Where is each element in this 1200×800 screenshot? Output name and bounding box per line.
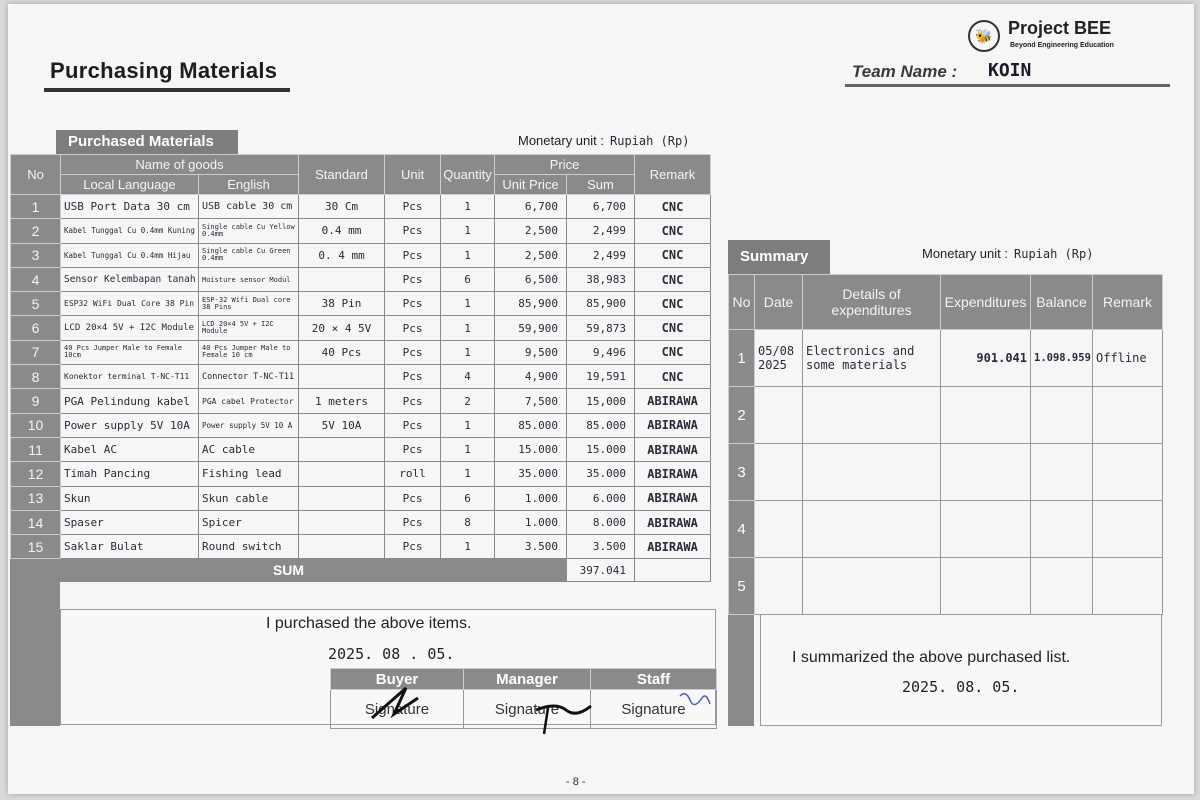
local-name-cell: Sensor Kelembapan tanah	[61, 267, 199, 291]
remark-cell: CNC	[635, 365, 711, 389]
unit-cell: Pcs	[385, 413, 441, 437]
summary-confirmation-box	[760, 614, 1162, 726]
team-name-label: Team Name :	[852, 62, 958, 81]
unit-cell: Pcs	[385, 389, 441, 413]
manager-signature-stroke	[544, 708, 548, 734]
standard-cell: 38 Pin	[299, 292, 385, 316]
staff-signature-mark	[676, 688, 716, 718]
unit-cell: Pcs	[385, 267, 441, 291]
english-name-cell: Single cable Cu Yellow 0.4mm	[199, 219, 299, 243]
summary-monetary-label: Monetary unit :	[922, 246, 1008, 261]
summary-expenditures-cell	[941, 387, 1031, 444]
quantity-cell: 1	[441, 219, 495, 243]
summary-expenditures-cell	[941, 444, 1031, 501]
quantity-cell: 1	[441, 535, 495, 559]
quantity-cell: 8	[441, 510, 495, 534]
table-row	[11, 413, 711, 437]
unit-price-cell: 1.000	[495, 510, 567, 534]
col-english: English	[199, 175, 299, 195]
local-name-cell: Skun	[61, 486, 199, 510]
sum-cell: 2,499	[567, 243, 635, 267]
summary-remark-cell	[1093, 558, 1163, 615]
summary-remark-cell: Offline	[1093, 330, 1163, 387]
unit-cell: Pcs	[385, 340, 441, 364]
table-row	[11, 340, 711, 364]
table-row	[11, 486, 711, 510]
summary-date-cell	[755, 501, 803, 558]
summary-row-no: 5	[729, 558, 755, 615]
row-no: 4	[11, 267, 61, 291]
english-name-cell: Power supply 5V 10 A	[199, 413, 299, 437]
summary-col-balance: Balance	[1031, 275, 1093, 330]
unit-price-cell: 4,900	[495, 365, 567, 389]
summary-details-cell	[803, 558, 941, 615]
handwritten-signatures	[366, 668, 596, 738]
summary-details-cell	[803, 387, 941, 444]
table-row	[11, 535, 711, 559]
remark-cell: CNC	[635, 267, 711, 291]
remark-cell: ABIRAWA	[635, 413, 711, 437]
table-row	[729, 501, 1163, 558]
table-row	[11, 510, 711, 534]
quantity-cell: 1	[441, 413, 495, 437]
summary-row-no: 3	[729, 444, 755, 501]
unit-cell: roll	[385, 462, 441, 486]
english-name-cell: Moisture sensor Modul	[199, 267, 299, 291]
local-name-cell: Kabel Tunggal Cu 0.4mm Kuning	[61, 219, 199, 243]
unit-cell: Pcs	[385, 486, 441, 510]
unit-price-cell: 85.000	[495, 413, 567, 437]
col-name-of-goods: Name of goods	[61, 155, 299, 175]
sum-cell: 2,499	[567, 219, 635, 243]
summary-col-date: Date	[755, 275, 803, 330]
sum-cell: 85.000	[567, 413, 635, 437]
row-no: 7	[11, 340, 61, 364]
table-row	[11, 389, 711, 413]
standard-cell	[299, 462, 385, 486]
summary-section-header: Summary	[728, 240, 830, 274]
row-no: 6	[11, 316, 61, 340]
sum-cell: 19,591	[567, 365, 635, 389]
sum-empty	[635, 559, 711, 582]
summary-remark-cell	[1093, 501, 1163, 558]
sum-cell: 15,000	[567, 389, 635, 413]
local-name-cell: Kabel Tunggal Cu 0.4mm Hijau	[61, 243, 199, 267]
summary-col-details: Details of expenditures	[803, 275, 941, 330]
logo-subtitle: Beyond Engineering Education	[1010, 42, 1114, 49]
unit-cell: Pcs	[385, 365, 441, 389]
local-name-cell: PGA Pelindung kabel	[61, 389, 199, 413]
local-name-cell: ESP32 WiFi Dual Core 38 Pin	[61, 292, 199, 316]
standard-cell: 5V 10A	[299, 413, 385, 437]
unit-cell: Pcs	[385, 437, 441, 461]
sum-cell: 9,496	[567, 340, 635, 364]
row-no: 15	[11, 535, 61, 559]
quantity-cell: 6	[441, 486, 495, 510]
buyer-signature-cell: Signature	[331, 690, 464, 729]
standard-cell: 0.4 mm	[299, 219, 385, 243]
quantity-cell: 1	[441, 195, 495, 219]
col-sum: Sum	[567, 175, 635, 195]
remark-cell: CNC	[635, 292, 711, 316]
unit-price-cell: 9,500	[495, 340, 567, 364]
summary-date-cell	[755, 558, 803, 615]
summary-date: 2025. 08. 05.	[902, 678, 1020, 696]
unit-price-cell: 7,500	[495, 389, 567, 413]
english-name-cell: Spicer	[199, 510, 299, 534]
english-name-cell: PGA cabel Protector	[199, 389, 299, 413]
col-unit: Unit	[385, 155, 441, 195]
bee-badge-icon: 🐝	[968, 20, 1000, 52]
quantity-cell: 6	[441, 267, 495, 291]
summary-expenditures-cell	[941, 558, 1031, 615]
remark-cell: ABIRAWA	[635, 389, 711, 413]
remark-cell: CNC	[635, 243, 711, 267]
unit-cell: Pcs	[385, 243, 441, 267]
row-no: 12	[11, 462, 61, 486]
english-name-cell: Round switch	[199, 535, 299, 559]
standard-cell: 30 Cm	[299, 195, 385, 219]
manager-header: Manager	[464, 669, 591, 690]
unit-cell: Pcs	[385, 195, 441, 219]
purchase-statement: I purchased the above items.	[266, 615, 472, 632]
sum-cell: 35.000	[567, 462, 635, 486]
table-row	[729, 558, 1163, 615]
remark-cell: ABIRAWA	[635, 486, 711, 510]
row-no: 1	[11, 195, 61, 219]
buyer-signature-mark	[372, 688, 418, 718]
local-name-cell: USB Port Data 30 cm	[61, 195, 199, 219]
quantity-cell: 1	[441, 462, 495, 486]
table-row	[11, 219, 711, 243]
row-no: 10	[11, 413, 61, 437]
manager-signature-cell: Signature	[464, 690, 591, 729]
english-name-cell: Fishing lead	[199, 462, 299, 486]
table-row	[11, 462, 711, 486]
sum-cell: 6.000	[567, 486, 635, 510]
summary-balance-cell	[1031, 501, 1093, 558]
summary-col-expenditures: Expenditures	[941, 275, 1031, 330]
team-underline	[845, 84, 1170, 87]
local-name-cell: Timah Pancing	[61, 462, 199, 486]
standard-cell	[299, 365, 385, 389]
english-name-cell: Connector T-NC-T11	[199, 365, 299, 389]
unit-cell: Pcs	[385, 535, 441, 559]
col-price: Price	[495, 155, 635, 175]
english-name-cell: ESP-32 Wifi Dual core 38 Pins	[199, 292, 299, 316]
remark-cell: CNC	[635, 316, 711, 340]
summary-date-cell	[755, 387, 803, 444]
quantity-cell: 1	[441, 437, 495, 461]
logo-name: Project BEE	[1008, 18, 1112, 38]
quantity-cell: 1	[441, 243, 495, 267]
summary-statement: I summarized the above purchased list.	[792, 649, 1071, 666]
local-name-cell: Spaser	[61, 510, 199, 534]
summary-date-cell	[755, 444, 803, 501]
col-standard: Standard	[299, 155, 385, 195]
summary-expenditures-cell: 901.041	[941, 330, 1031, 387]
unit-price-cell: 6,700	[495, 195, 567, 219]
purchased-section-header: Purchased Materials	[56, 130, 238, 154]
sum-cell: 3.500	[567, 535, 635, 559]
summary-monetary-value: Rupiah (Rp)	[1014, 247, 1094, 261]
standard-cell	[299, 267, 385, 291]
summary-monetary-unit	[922, 246, 1093, 261]
summary-details-cell: Electronics and some materials	[803, 330, 941, 387]
unit-cell: Pcs	[385, 219, 441, 243]
purchased-monetary-unit	[518, 133, 689, 148]
table-row	[729, 444, 1163, 501]
row-no: 3	[11, 243, 61, 267]
page-number: - 8 -	[566, 776, 586, 788]
remark-cell: ABIRAWA	[635, 437, 711, 461]
sum-row	[11, 559, 711, 582]
table-row	[11, 437, 711, 461]
row-no: 9	[11, 389, 61, 413]
local-name-cell: Kabel AC	[61, 437, 199, 461]
summary-row-no: 4	[729, 501, 755, 558]
summary-balance-cell	[1031, 558, 1093, 615]
english-name-cell: Skun cable	[199, 486, 299, 510]
local-name-cell: LCD 20×4 5V + I2C Module	[61, 316, 199, 340]
row-no: 2	[11, 219, 61, 243]
purchase-date: 2025. 08 . 05.	[328, 645, 455, 663]
english-name-cell: Single cable Cu Green 0.4mm	[199, 243, 299, 267]
unit-price-cell: 2,500	[495, 219, 567, 243]
standard-cell	[299, 486, 385, 510]
local-name-cell: 40 Pcs Jumper Male to Female 10cm	[61, 340, 199, 364]
sum-cell: 85,900	[567, 292, 635, 316]
table-row	[11, 243, 711, 267]
remark-cell: CNC	[635, 219, 711, 243]
sum-cell: 8.000	[567, 510, 635, 534]
project-logo	[968, 18, 1168, 58]
staff-signature-cell: Signature	[591, 690, 717, 729]
summary-row-no: 1	[729, 330, 755, 387]
summary-balance-cell	[1031, 444, 1093, 501]
monetary-value: Rupiah (Rp)	[610, 134, 690, 148]
row-no: 8	[11, 365, 61, 389]
summary-expenditures-cell	[941, 501, 1031, 558]
sum-label: SUM	[11, 559, 567, 582]
standard-cell	[299, 510, 385, 534]
quantity-cell: 1	[441, 316, 495, 340]
local-name-cell: Saklar Bulat	[61, 535, 199, 559]
english-name-cell: 40 Pcs Jumper Male to Female 10 cm	[199, 340, 299, 364]
sum-cell: 38,983	[567, 267, 635, 291]
standard-cell: 20 × 4 5V	[299, 316, 385, 340]
unit-cell: Pcs	[385, 316, 441, 340]
english-name-cell: AC cable	[199, 437, 299, 461]
table-row	[729, 330, 1163, 387]
summary-remark-cell	[1093, 444, 1163, 501]
buyer-header: Buyer	[331, 669, 464, 690]
local-name-cell: Konektor terminal T-NC-T11	[61, 365, 199, 389]
unit-price-cell: 15.000	[495, 437, 567, 461]
unit-price-cell: 2,500	[495, 243, 567, 267]
english-name-cell: LCD 20×4 5V + I2C Module	[199, 316, 299, 340]
table-row	[11, 292, 711, 316]
quantity-cell: 1	[441, 292, 495, 316]
summary-details-cell	[803, 444, 941, 501]
quantity-cell: 4	[441, 365, 495, 389]
col-local-language: Local Language	[61, 175, 199, 195]
col-no: No	[11, 155, 61, 195]
team-name-value: KOIN	[988, 60, 1032, 81]
summary-row-no: 2	[729, 387, 755, 444]
summary-remark-cell	[1093, 387, 1163, 444]
sum-total: 397.041	[567, 559, 635, 582]
unit-price-cell: 85,900	[495, 292, 567, 316]
remark-cell: ABIRAWA	[635, 462, 711, 486]
standard-cell: 40 Pcs	[299, 340, 385, 364]
remark-cell: CNC	[635, 195, 711, 219]
unit-price-cell: 3.500	[495, 535, 567, 559]
row-no: 5	[11, 292, 61, 316]
summary-balance-cell	[1031, 387, 1093, 444]
manager-signature-mark	[536, 706, 591, 713]
unit-cell: Pcs	[385, 292, 441, 316]
table-row	[11, 316, 711, 340]
col-remark: Remark	[635, 155, 711, 195]
sum-cell: 15.000	[567, 437, 635, 461]
purchased-table	[10, 154, 711, 582]
page-title: Purchasing Materials	[50, 58, 278, 83]
summary-col-remark: Remark	[1093, 275, 1163, 330]
standard-cell	[299, 437, 385, 461]
standard-cell: 0. 4 mm	[299, 243, 385, 267]
local-name-cell: Power supply 5V 10A	[61, 413, 199, 437]
standard-cell: 1 meters	[299, 389, 385, 413]
unit-price-cell: 6,500	[495, 267, 567, 291]
col-quantity: Quantity	[441, 155, 495, 195]
col-unit-price: Unit Price	[495, 175, 567, 195]
remark-cell: ABIRAWA	[635, 535, 711, 559]
unit-price-cell: 59,900	[495, 316, 567, 340]
monetary-label: Monetary unit :	[518, 133, 604, 148]
title-underline	[44, 88, 290, 92]
summary-balance-cell: 1.098.959	[1031, 330, 1093, 387]
summary-table	[728, 274, 1163, 615]
table-row	[11, 365, 711, 389]
quantity-cell: 1	[441, 340, 495, 364]
remark-cell: ABIRAWA	[635, 510, 711, 534]
quantity-cell: 2	[441, 389, 495, 413]
row-no: 13	[11, 486, 61, 510]
sum-cell: 6,700	[567, 195, 635, 219]
summary-details-cell	[803, 501, 941, 558]
unit-cell: Pcs	[385, 510, 441, 534]
unit-price-cell: 35.000	[495, 462, 567, 486]
unit-price-cell: 1.000	[495, 486, 567, 510]
staff-header: Staff	[591, 669, 717, 690]
summary-date-cell: 05/08 2025	[755, 330, 803, 387]
english-name-cell: USB cable 30 cm	[199, 195, 299, 219]
row-no: 14	[11, 510, 61, 534]
row-no: 11	[11, 437, 61, 461]
table-row	[729, 387, 1163, 444]
summary-col-no: No	[729, 275, 755, 330]
remark-cell: CNC	[635, 340, 711, 364]
table-row	[11, 267, 711, 291]
table-row	[11, 195, 711, 219]
standard-cell	[299, 535, 385, 559]
sum-cell: 59,873	[567, 316, 635, 340]
